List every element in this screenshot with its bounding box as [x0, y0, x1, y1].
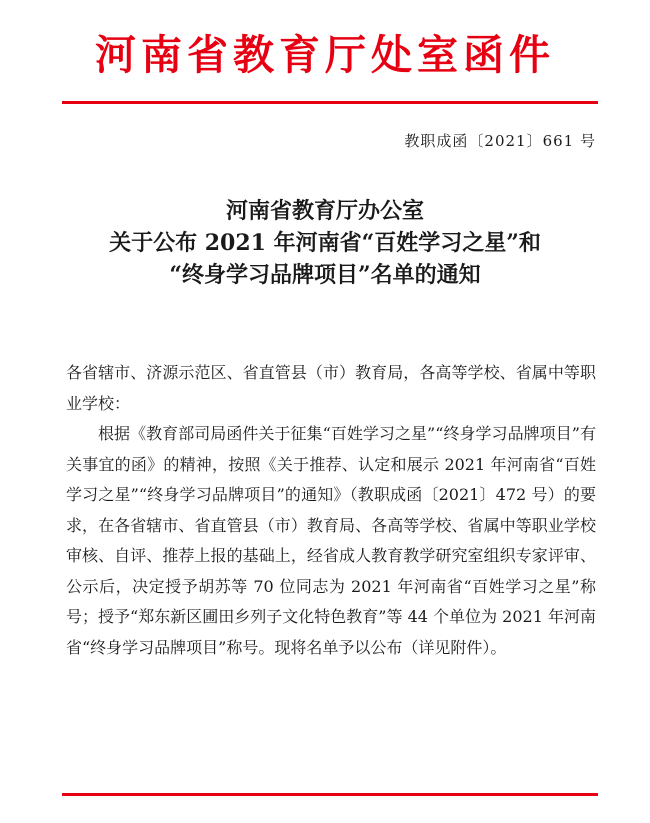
notice-body [66, 358, 596, 663]
title-line-1: 河南省教育厅办公室 [225, 198, 424, 224]
salutation: 各省辖市、济源示范区、省直管县（市）教育局，各高等学校、省属中等职业学校： [66, 363, 596, 413]
title-line-2: 关于公布 2021 年河南省“百姓学习之星”和 [109, 230, 541, 256]
document-number: 教职成函〔2021〕661 号 [404, 132, 596, 150]
body-paragraph: 根据《教育部司局函件关于征集“百姓学习之星”“终身学习品牌项目”有关事宜的函》的精神，按照《关于推荐、认定和展示 2021 年河南省“百姓学习之星”“终身学习品牌项目”的通知》（教职成函〔2021〕472 号）的要求，在各省辖市、省直管县（市）教育局、各高等学校、省属中等职业学校审核、自评、推荐上报的基础上，经省成人教育教学研究室组织专家评审、公示后，决定授予胡苏等 70 位同志为 2021 年河南省“百姓学习之星”称号；授予“郑东新区圃田乡列子文化特色教育”等 44 个单位为 2021 年河南省“终身学习品牌项目”称号。现将名单予以公布（详见附件）。 [66, 424, 596, 657]
title-line-3: “终身学习品牌项目”名单的通知 [169, 262, 481, 288]
header-divider [62, 101, 598, 104]
masthead-title: 河南省教育厅处室函件 [95, 31, 555, 79]
footer-divider [62, 793, 598, 796]
notice-title [0, 195, 650, 291]
